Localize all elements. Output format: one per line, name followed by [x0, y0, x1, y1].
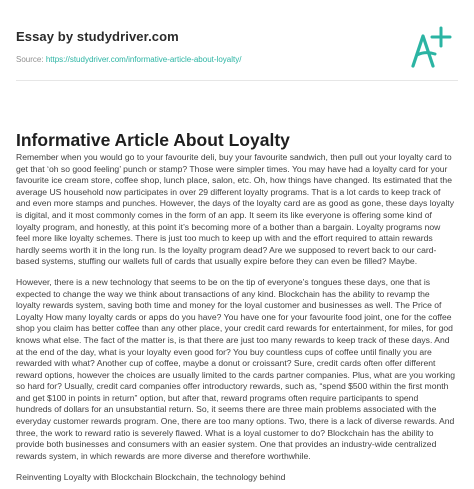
header-divider	[16, 80, 458, 81]
page-header	[0, 0, 474, 80]
article-footer-line: Reinventing Loyalty with Blockchain Blockchain, the technology behind	[16, 472, 286, 482]
source-line	[16, 55, 241, 64]
paragraph-1: Remember when you would go to your favourite deli, buy your favourite sandwich, then pull out your loyalty card to get that ‘oh so good feeling’ punch or stamp? Those were simpler times. You may have had a loyalty card for your favourite ice cream store, coffee shop, lunch place, salon, etc. Oh, how things have changed. Its estimated that the average US household now participates in over 29 different loyalty programs. That is a lot cards to keep track of and even more stamps and punches. However, the days of the loyalty card are as good as gone, these days loyalty is digital, and it most commonly comes in the form of an app. It seem its like everyone is offering some kind of loyalty program, and honestly, at this point it’s becoming more of a bother than a bargain. Loyalty programs now feel more like loyalty schemes. There is just too much to keep up with and the effort required to attain rewards hardly seems worth it in the long run. Is the loyalty program dead? Are we supposed to revert back to our card-based systems, stuffing our wallets full of cards that usually expire before they can even be filled? Maybe.	[16, 152, 455, 267]
brand-title: Essay by studydriver.com	[16, 29, 179, 44]
source-label: Source:	[16, 55, 44, 64]
source-link[interactable]: https://studydriver.com/informative-article-about-loyalty/	[45, 55, 242, 64]
a-plus-logo-icon	[405, 22, 455, 72]
article-title: Informative Article About Loyalty	[16, 129, 290, 150]
paragraph-2: However, there is a new technology that seems to be on the tip of everyone’s tongues these days, one that is expected to change the way we think about transactions of any kind. Blockchain has the ability to revamp the loyalty rewards system, saving both time and money for the loyal customer and businesses as well. The Price of Loyalty How many loyalty cards or apps do you have? You have one for your favourite food joint, one for the coffee shop you claim has better coffee than any other place, your credit card rewards for entertainment, for miles, for god knows what else. The fact of the matter is, is that there are just too many rewards to keep track of these days. And at the end of the day, what is your loyalty even good for? You buy countless cups of coffee until finally you are rewarded with what? Another cup of coffee, maybe a donut or croissant? Sure, credit cards often offer different reward options, however the choices are usually limited to the cards partner companies. Plus, what are you working so hard for? Usually, credit card companies offer introductory rewards, such as, “spend $500 within the first month and get $100 in points in return” option, but after that, reward programs often require participants to spend hundreds of dollars for an unsubstantial return. So, it seems there are three main problems associated with the everyday customer rewards program. One, there are too many options. Two, there is a lack of diverse rewards. And three, the work to reward ratio is severely flawed. What is a loyal customer to do? Blockchain has the ability to provide both businesses and consumers with an easier system. One that provides an industry-wide centralized rewards system, in which rewards are more diverse and therefore worthwhile.	[16, 276, 455, 461]
article-body	[16, 152, 456, 471]
